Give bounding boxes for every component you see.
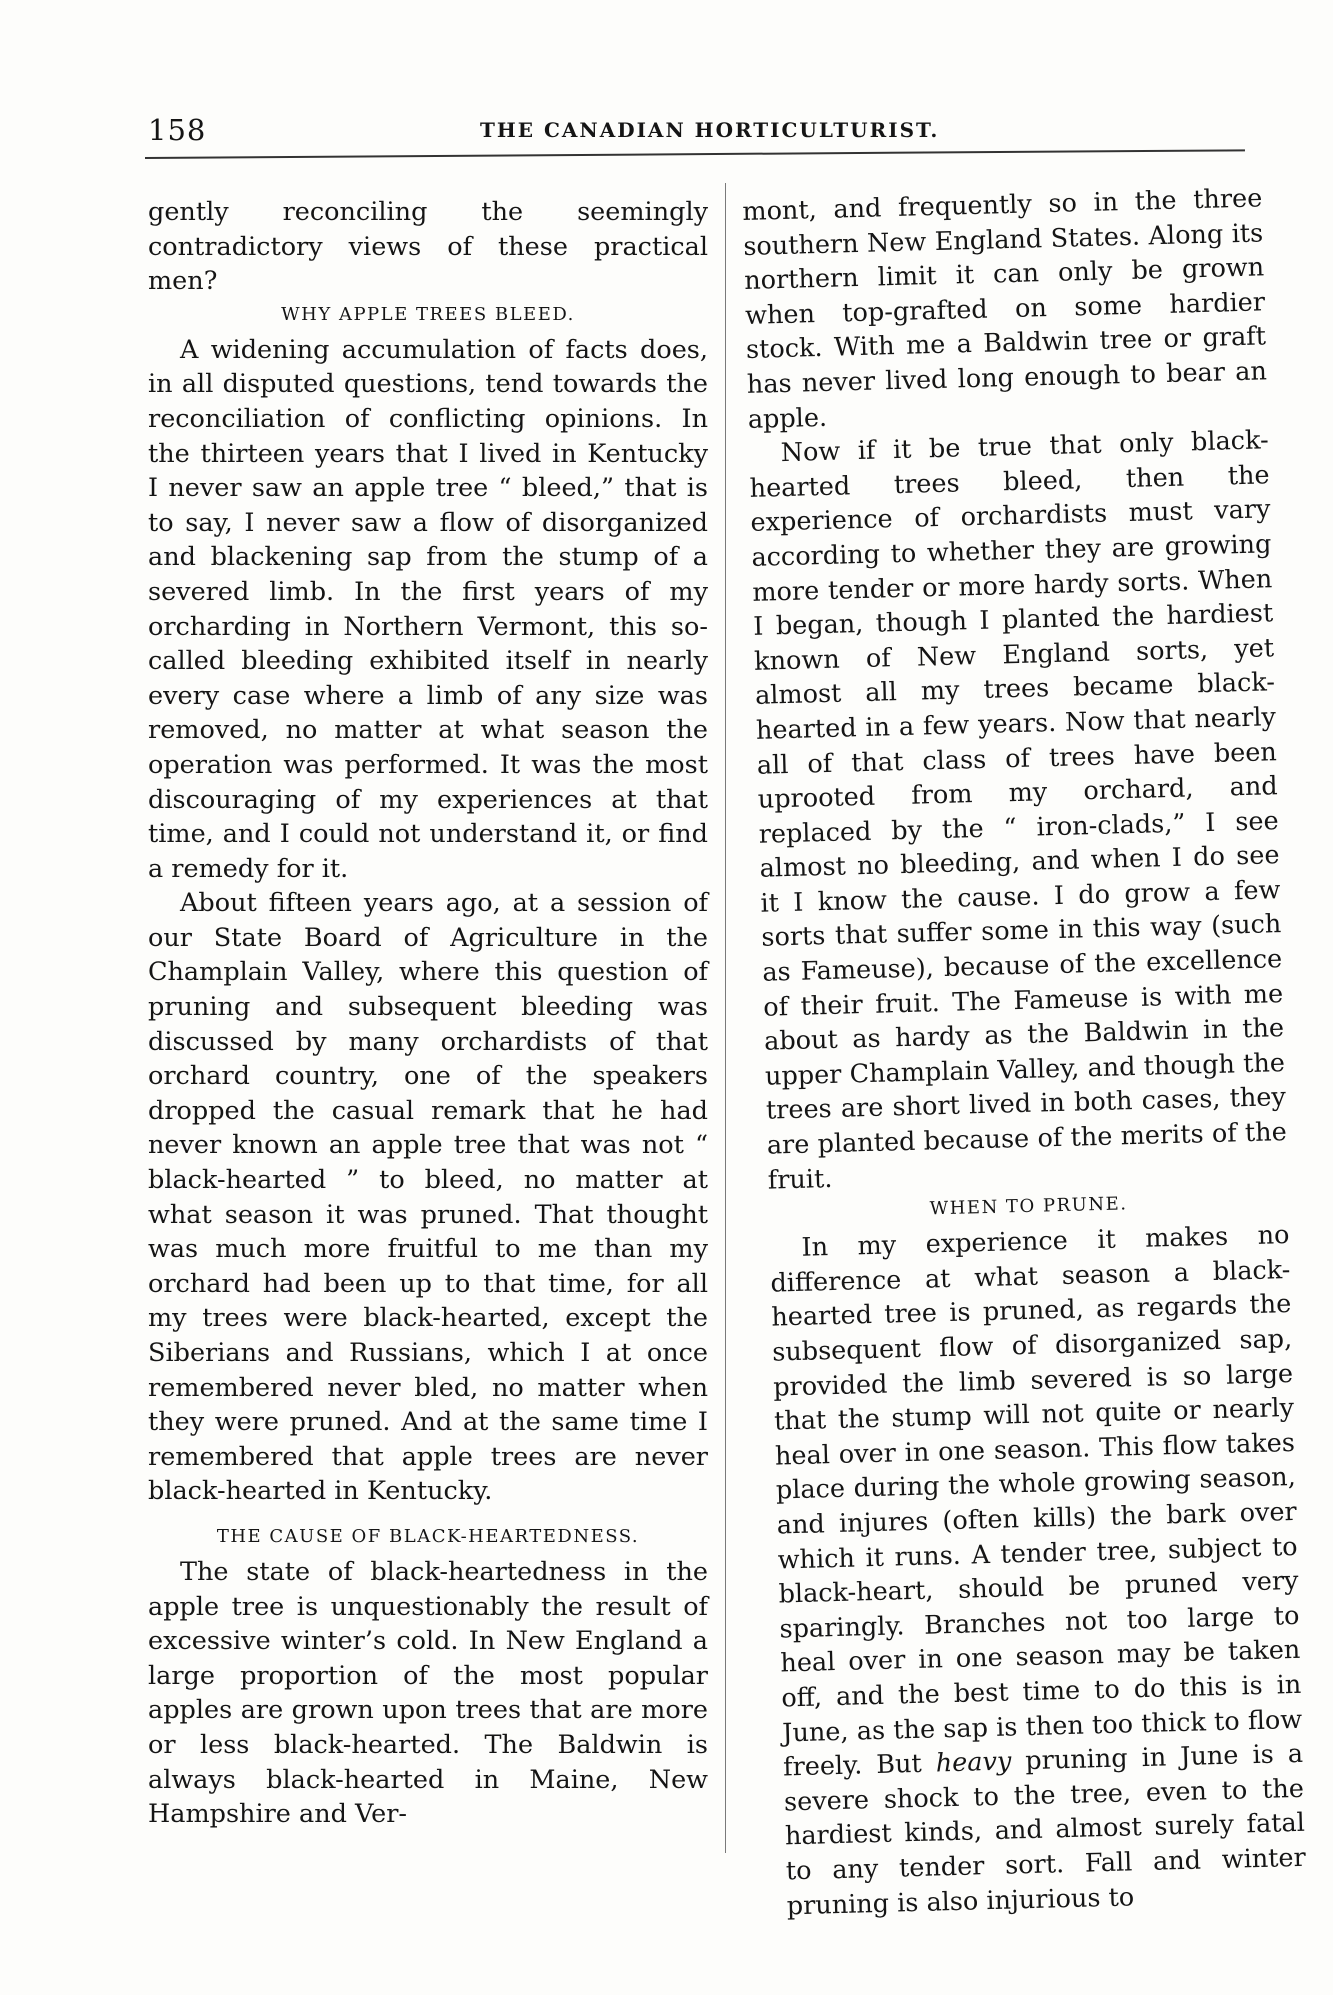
emphasis: heavy [935, 1746, 1012, 1779]
paragraph-text: pruning in June is a severe shock to the tree, even to the hardiest kinds, and almost surely fatal to any tender sort. Fall and winter pruning is also injurious to [783, 1738, 1307, 1921]
paragraph [769, 1218, 1307, 1923]
paragraph: gently reconciling the seemingly contradictory views of these practical men? [148, 197, 708, 297]
paragraph: The state of black-heartedness in the apple tree is unquestionably the result of excessive winter’s cold. In New England a large proportion of the most popular apples are grown upon trees that are more or less black-hearted. The Baldwin is always black-hearted in Maine, New Hampshire and Ver- [148, 1556, 708, 1830]
left-column [148, 195, 708, 1832]
paragraph: About fifteen years ago, at a session of our State Board of Agriculture in the Champlain Valley, where this question of pruning and subsequent bleeding was discussed by many orchardists of that orchard country, one of the speakers dropped the casual remark that he had never known an apple tree that was not “ black-hearted ” to bleed, no matter at what season it was pruned. That thought was much more fruitful to me than my orchard had been up to that time, for all my trees were black-hearted, except the Siberians and Russians, which I at once remembered never bled, no matter when they were pruned. And at the same time I remembered that apple trees are never black-hearted in Kentucky. [148, 888, 708, 1507]
section-heading: WHY APPLE TREES BLEED. [281, 303, 575, 325]
running-title: THE CANADIAN HORTICULTURIST. [480, 118, 940, 142]
paragraph-text: In my experience it makes no difference at what season a black-hearted tree is pruned, as regards the subsequent flow of disorganized sap, provided the limb severed is so large that the stump will not quite or nearly heal over in one season. This flow takes place during the whole growing season, and injures (often kills) the bark over which it runs. A tender tree, subject to black-heart, should be pruned very sparingly. Branches not too large to heal over in one season may be taken off, and the best time to do this is in June, as the sap is then too thick to flow freely. But [770, 1220, 1303, 1783]
page-number: 158 [148, 113, 207, 147]
paragraph: mont, and frequently so in the three southern New England States. Along its northern limit it can only be grown when top-grafted on some hardier stock. With me a Baldwin tree or graft has never lived long enough to bear an apple. [742, 183, 1268, 435]
paragraph: A widening accumulation of facts does, in all disputed questions, tend towards the reconciliation of conflicting opinions. In the thirteen years that I lived in Kentucky I never saw an apple tree “ bleed,” that is to say, I never saw a flow of disorganized and blackening sap from the stump of a severed limb. In the first years of my orcharding in Northern Vermont, this so-called bleeding exhibited itself in nearly every case where a limb of any size was removed, no matter at what season the operation was performed. It was the most discouraging of my experiences at that time, and I could not understand it, or find a remedy for it. [148, 334, 708, 884]
section-heading: THE CAUSE OF BLACK-HEARTEDNESS. [216, 1525, 640, 1547]
header-rule [145, 149, 1245, 159]
section-heading: WHEN TO PRUNE. [929, 1193, 1128, 1220]
column-divider [725, 183, 726, 1853]
paragraph: Now if it be true that only black-hearted trees bleed, then the experience of orchardists must vary according to whether they are growing more tender or more hardy sorts. When I began, though I planted the hardiest known of New England sorts, yet almost all my trees became black-hearted in a few years. Now that nearly all of that class of trees have been uprooted from my orchard, and replaced by the “ iron-clads,” I see almost no bleeding, and when I do see it I know the cause. I do grow a few sorts that suffer some in this way (such as Fameuse), because of the excellence of their fruit. The Fameuse is with me about as hardy as the Baldwin in the upper Champlain Valley, and though the trees are short lived in both cases, they are planted because of the merits of the fruit. [749, 425, 1288, 1196]
right-column [742, 181, 1307, 1923]
